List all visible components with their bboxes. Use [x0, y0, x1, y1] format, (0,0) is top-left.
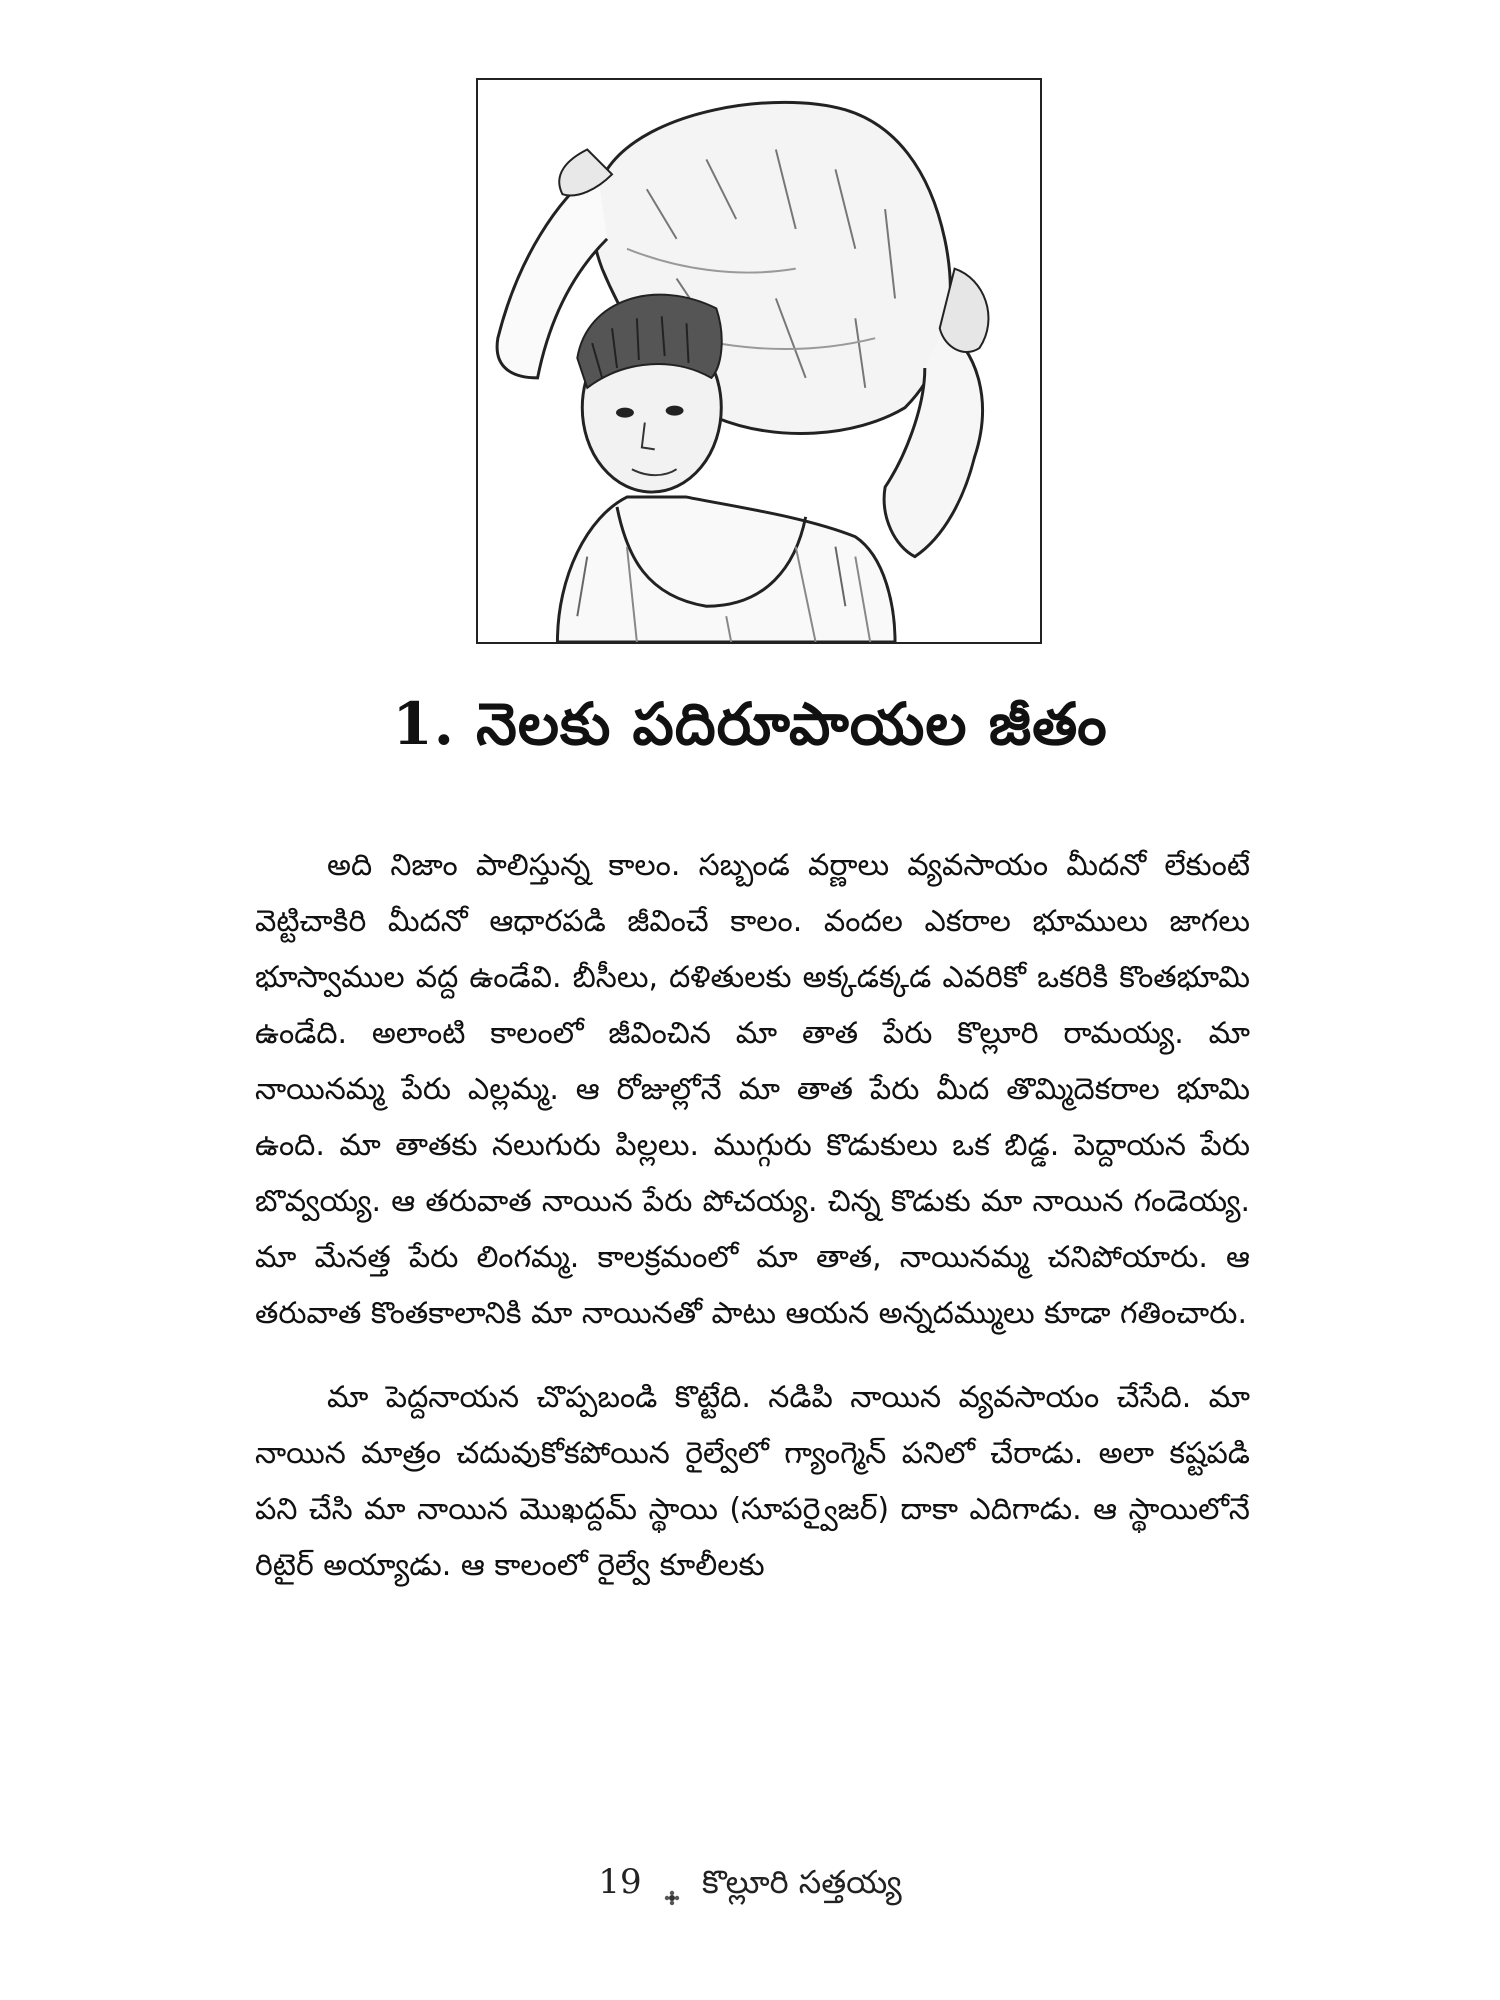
paragraph: మా పెద్దనాయన చొప్పబండి కొట్టేది. నడిపి నాయిన వ్యవసాయం చేసేది. మా నాయిన మాత్రం చదువుకోకపోయిన రైల్వేలో గ్యాంగ్మెన్ పనిలో చేరాడు. అలా కష్టపడి పని చేసి మా నాయిన మొఖద్దమ్ స్థాయి (సూపర్వైజర్) దాకా ఎదిగాడు. ఆ స్థాయిలోనే రిటైర్ అయ్యాడు. ఆ కాలంలో రైల్వే కూలీలకు — [255, 1380, 1250, 1583]
chapter-illustration — [476, 78, 1042, 644]
chapter-body — [255, 838, 1250, 1622]
chapter-number: 1. — [392, 690, 455, 758]
page-number: 19 — [598, 1862, 642, 1902]
chapter-heading — [0, 690, 1500, 773]
page-footer — [0, 1862, 1500, 1909]
flower-ornament-icon — [664, 1876, 680, 1892]
chapter-title: నెలకు పదిరూపాయల జీతం — [476, 690, 1108, 758]
boy-carrying-sack-sketch — [478, 80, 1040, 642]
paragraph: అది నిజాం పాలిస్తున్న కాలం. సబ్బండ వర్ణాలు వ్యవసాయం మీదనో లేకుంటే వెట్టిచాకిరి మీదనో ఆధారపడి జీవించే కాలం. వందల ఎకరాల భూములు జాగలు భూస్వాముల వద్ద ఉండేవి. బీసీలు, దళితులకు అక్కడక్కడ ఎవరికో ఒకరికి కొంతభూమి ఉండేది. అలాంటి కాలంలో జీవించిన మా తాత పేరు కొల్లూరి రామయ్య. మా నాయినమ్మ పేరు ఎల్లమ్మ. ఆ రోజుల్లోనే మా తాత పేరు మీద తొమ్మిదెకరాల భూమి ఉంది. మా తాతకు నలుగురు పిల్లలు. ముగ్గురు కొడుకులు ఒక బిడ్డ. పెద్దాయన పేరు బొవ్వయ్య. ఆ తరువాత నాయిన పేరు పోచయ్య. చిన్న కొడుకు మా నాయిన గండెయ్య. మా మేనత్త పేరు లింగమ్మ. కాలక్రమంలో మా తాత, నాయినమ్మ చనిపోయారు. ఆ తరువాత కొంతకాలానికి మా నాయినతో పాటు ఆయన అన్నదమ్ములు కూడా గతించారు. — [255, 848, 1250, 1331]
author-name: కొల్లూరి సత్తయ్య — [701, 1863, 902, 1901]
